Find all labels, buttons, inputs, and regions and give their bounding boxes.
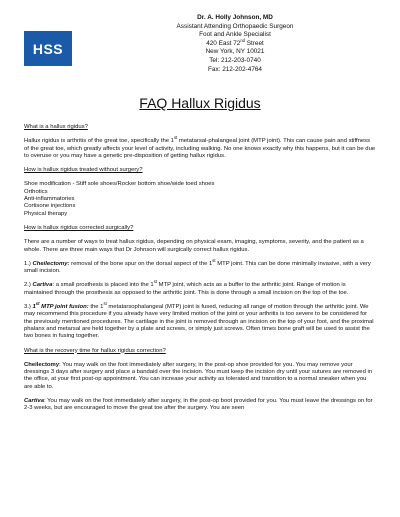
letterhead	[70, 14, 400, 74]
list-item: Orthotics	[24, 188, 48, 195]
procedure-fusion	[24, 301, 376, 340]
city-line: New York, NY 10021	[205, 48, 265, 56]
recovery-cheilectomy	[24, 362, 376, 391]
procedure-text-start: : a small prosthesis is placed into the 1	[52, 282, 154, 289]
procedure-number: 2.)	[24, 282, 33, 289]
list-item: Cortisone injections	[24, 203, 76, 210]
street-name: Street	[244, 39, 264, 47]
list-item: Physical therapy	[24, 210, 68, 217]
recovery-cartiva	[24, 398, 376, 413]
recovery-term: Cheilectomy	[24, 361, 60, 368]
ordinal: st	[153, 279, 157, 285]
procedure-text-end: metatarsophalangeal (MTP) joint is fused, reducing all range of motion through the arthritic joint. We may recommend this procedure if you already have very limited motion of the joint or your arthritis is too severe to be considered for the previously mentioned procedures. The cartilage in the joint is removed through an incision on the top of your foot, and the proximal phalanx and metarsal are held together by a plate and screws, or simply just screws. Often times bone graft will be used to assist the two bones in fusing together.	[24, 304, 374, 340]
list-item: Shoe modification - Stiff sole shoes/Rocker bottom shoe/wide toed shoes	[24, 181, 215, 188]
ordinal: st	[173, 135, 178, 141]
procedure-term: Cartiva	[32, 282, 53, 289]
term-end: MTP joint fusion:	[39, 304, 89, 311]
street-number: 420 East 72	[206, 39, 241, 47]
street-ordinal: nd	[240, 37, 245, 43]
procedure-number: 1.)	[24, 260, 33, 267]
answer-what-is	[24, 135, 376, 160]
procedure-number: 3.)	[24, 304, 33, 311]
term-start: 1	[32, 304, 36, 311]
ordinal: st	[212, 257, 216, 263]
procedure-text-start: the 1	[88, 304, 104, 311]
street-address	[70, 37, 400, 49]
procedure-term	[32, 301, 89, 311]
procedure-cartiva	[24, 279, 376, 297]
procedure-text-end: MTP joint. This can be done minimally invasive, with a very small incision.	[24, 260, 371, 275]
procedure-term: Cheilectomy:	[32, 260, 70, 267]
surgical-intro: There are a number of ways to treat hallux rigidus, depending on physical exam, imaging, symptoms, severity, and the patient as a whole. There are three main ways that Dr Johnson will surgically correct hallux rigidus.	[24, 239, 364, 253]
telephone: Tel: 212-203-0740	[209, 56, 261, 64]
procedure-text-end: MTP joint, which acts as a buffer to the arthritic joint. Range of motion is maintained through the prosthesis as opposed to the arthritic joint. This is done through a small incision on the top of the toe.	[24, 282, 349, 296]
question-recovery: What is the recovery time for hallux rigidus correction?	[24, 347, 166, 354]
question-what-is: What is a hallux rigidus?	[24, 124, 88, 130]
ordinal: st	[103, 301, 107, 307]
recovery-text: : You may walk on the foot immediately after surgery, in the post-op shoe provided for you. You may remove your dressings 3 days after surgery and place a bandaid over the incision. You must keep the incision dry until your sutures are removed in the office, at your first post-op appointment. You can increase your activity as tolerated and transition to a normal sneaker when you are able to.	[24, 361, 373, 390]
procedure-cheilectomy	[24, 257, 376, 276]
ordinal: st	[35, 301, 40, 307]
fax: Fax: 212-202-4764	[207, 65, 262, 73]
hss-logo	[24, 31, 72, 66]
list-item: Anti-inflammatories	[24, 196, 75, 203]
faq-content	[24, 124, 376, 420]
answer-text-end: metatarsal-phalangeal joint (MTP joint). This can cause pain and stiffness of the great toe, which greatly affects your level of activity, including walking. No one knows exactly why this happens, but it can be due to overuse or you may have a genetic pre-disposition of getting hallux rigidus.	[24, 138, 376, 159]
doctor-specialty: Foot and Ankle Specialist	[199, 31, 271, 39]
recovery-text: : You may walk on the foot immediately after surgery, in the post-op boot provided for you. You must leave the dressings on for 2-3 weeks, but are encouraged to move the great toe after the surgery. You are seen	[24, 398, 373, 412]
nonsurgical-list	[24, 181, 376, 217]
question-nonsurgical: How is hallux rigidus treated without surgery?	[24, 167, 143, 174]
page-title: FAQ Hallux Rigidus	[139, 95, 261, 111]
doctor-name: Dr. A. Holly Johnson, MD	[197, 14, 273, 21]
recovery-term: Cartiva	[24, 398, 44, 405]
logo-text: HSS	[32, 40, 64, 57]
procedure-text-start: removal of the bone spur on the dorsal aspect of the 1	[69, 260, 213, 267]
question-surgical: How is hallux rigidus corrected surgically?	[24, 224, 134, 231]
doctor-role: Assistant Attending Orthopaedic Surgeon	[176, 22, 294, 30]
answer-text-start: Hallux rigidus is arthritis of the great toe, specifically the 1	[24, 138, 174, 145]
